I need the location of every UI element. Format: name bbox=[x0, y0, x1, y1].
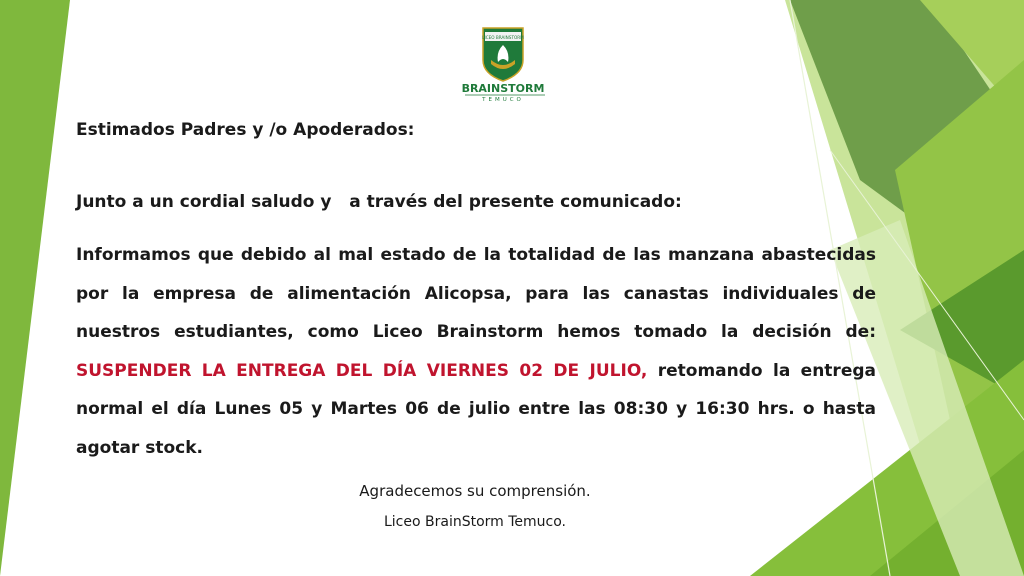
body-text-end: retomando la entrega normal el día Lunes 05 y Martes 06 de julio entre las 08:30 y 16:30 hrs. o hasta agotar stock. bbox=[76, 360, 876, 458]
letter-intro: Junto a un cordial saludo y a través del presente comunicado: bbox=[76, 192, 682, 212]
letter-greeting: Estimados Padres y /o Apoderados: bbox=[76, 120, 415, 140]
logo-city: TEMUCO bbox=[482, 97, 524, 102]
letter-body bbox=[76, 236, 876, 467]
logo-name: BRAINSTORM bbox=[461, 82, 545, 95]
letter-thanks: Agradecemos su comprensión. bbox=[359, 482, 591, 500]
school-logo bbox=[460, 26, 550, 102]
letter-signature: Liceo BrainStorm Temuco. bbox=[383, 514, 567, 530]
crest-text: LICEO BRAINSTORM bbox=[482, 35, 524, 40]
body-text-start: Informamos que debido al mal estado de la totalidad de las manzana abastecidas por la empresa de alimentación Alicopsa, para las canastas individuales de nuestros estudiantes, como Liceo Brainstorm hemos tomado la decisión de: bbox=[76, 245, 876, 342]
suspension-notice: SUSPENDER LA ENTREGA DEL DÍA VIERNES 02 DE JULIO, bbox=[76, 360, 648, 381]
